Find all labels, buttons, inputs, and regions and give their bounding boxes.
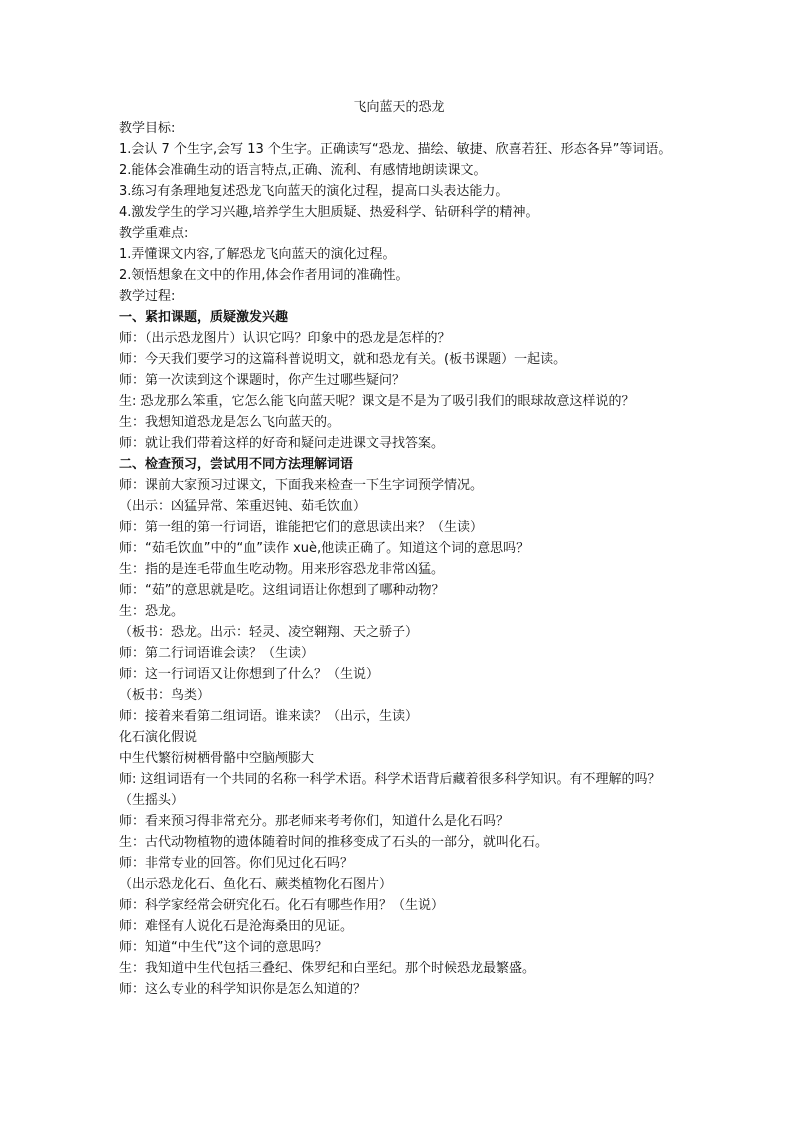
text-line: 1.弄懂课文内容,了解恐龙飞向蓝天的演化过程。: [119, 247, 396, 262]
text-line: 师：就让我们带着这样的好奇和疑问走进课文寻找答案。: [119, 436, 445, 451]
text-line: （出示恐龙化石、鱼化石、蕨类植物化石图片）: [119, 877, 393, 892]
text-line: 1.会认 7 个生字,会写 13 个生字。正确读写“恐龙、描绘、敏捷、欣喜若狂、形态各异”等词语。: [119, 142, 672, 157]
text-line: 师：接着来看第二组词语。谁来读？（出示，生读）: [119, 709, 419, 724]
text-line: （板书：恐龙。出示：轻灵、凌空翱翔、天之骄子）: [119, 625, 419, 640]
section-heading: 一、紧扣课题，质疑激发兴趣: [119, 310, 289, 325]
text-line: 2.能体会准确生动的语言特点,正确、流利、有感情地朗读课文。: [119, 163, 487, 178]
text-line: 化石演化假说: [119, 730, 198, 745]
text-line: （出示：凶猛异常、笨重迟钝、茹毛饮血）: [119, 499, 367, 514]
document-page: [119, 97, 679, 1000]
text-line: 教学重难点:: [119, 226, 189, 241]
text-line: 师：看来预习得非常充分。那老师来考考你们，知道什么是化石吗？: [119, 814, 510, 829]
text-line: 师：这一行词语又让你想到了什么？（生说）: [119, 667, 380, 682]
text-line: 师：“茹”的意思就是吃。这组词语让你想到了哪种动物？: [119, 583, 445, 598]
text-line: 3.练习有条理地复述恐龙飞向蓝天的演化过程，提高口头表达能力。: [119, 184, 509, 199]
text-line: 师：难怪有人说化石是沧海桑田的见证。: [119, 919, 354, 934]
text-line: 教学目标:: [119, 121, 176, 136]
text-line: 生：恐龙。: [119, 604, 185, 619]
text-line: 师：今天我们要学习的这篇科普说明文，就和恐龙有关。(板书课题）一起读。: [119, 352, 567, 367]
text-line: 教学过程:: [119, 289, 176, 304]
text-line: 生：古代动物植物的遗体随着时间的推移变成了石头的一部分，就叫化石。: [119, 835, 549, 850]
text-line: 师：第二行词语谁会读？（生读）: [119, 646, 315, 661]
text-line: 师：科学家经常会研究化石。化石有哪些作用？（生说）: [119, 898, 445, 913]
document-title: 飞向蓝天的恐龙: [353, 100, 445, 115]
text-line: 2.领悟想象在文中的作用,体会作者用词的准确性。: [119, 268, 409, 283]
text-line: （板书：鸟类）: [119, 688, 211, 703]
text-line: 生：指的是连毛带血生吃动物。用来形容恐龙非常凶猛。: [119, 562, 445, 577]
text-line: 生: 恐龙那么笨重，它怎么能飞向蓝天呢？课文是不是为了吸引我们的眼球故意这样说的？: [119, 394, 635, 409]
text-line: 师: 这组词语有一个共同的名称一科学术语。科学术语背后藏着很多科学知识。有不理解的吗？（生摇头）: [119, 772, 661, 808]
text-line: 生：我想知道恐龙是怎么飞向蓝天的。: [119, 415, 341, 430]
text-line: 师：课前大家预习过课文，下面我来检查一下生字词预学情况。: [119, 478, 484, 493]
text-line: 生：我知道中生代包括三叠纪、侏罗纪和白垩纪。那个时候恐龙最繁盛。: [119, 961, 536, 976]
text-line: 师：第一次读到这个课题时，你产生过哪些疑问？: [119, 373, 406, 388]
text-line: 师：这么专业的科学知识你是怎么知道的？: [119, 982, 367, 997]
text-line: 师：“茹毛饮血”中的“血”读作 xuè,他读正确了。知道这个词的意思吗？: [119, 541, 530, 556]
text-line: 中生代繁衍树栖骨骼中空脑颅膨大: [119, 751, 315, 766]
text-line: 4.激发学生的学习兴趣,培养学生大胆质疑、热爱科学、钻研科学的精神。: [119, 205, 539, 220]
section-heading: 二、检查预习，尝试用不同方法理解词语: [119, 457, 354, 472]
text-line: 师：知道“中生代”这个词的意思吗？: [119, 940, 328, 955]
text-line: 师：第一组的第一行词语，谁能把它们的意思读出来？（生读）: [119, 520, 484, 535]
text-line: 师：（出示恐龙图片）认识它吗？印象中的恐龙是怎样的？: [119, 331, 451, 346]
text-line: 师：非常专业的回答。你们见过化石吗？: [119, 856, 354, 871]
document-body: [119, 118, 679, 1000]
